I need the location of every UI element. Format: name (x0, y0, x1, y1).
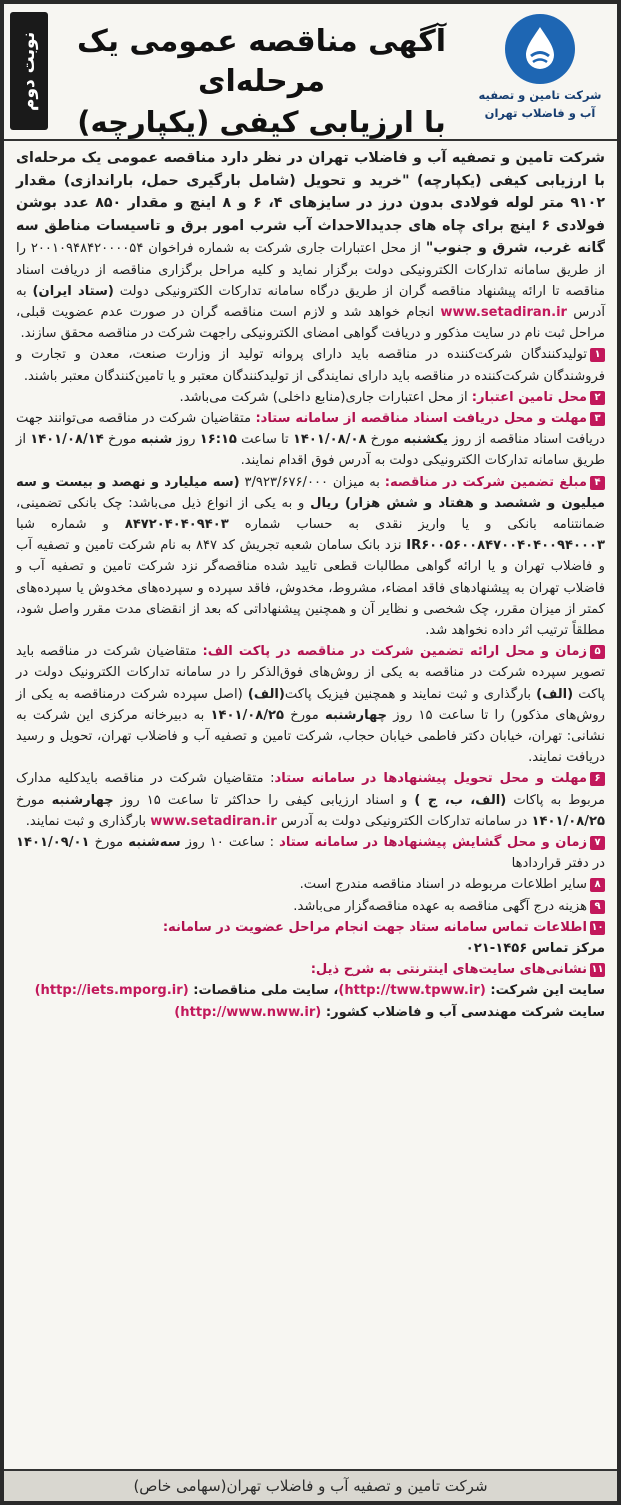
pack-label: (الف) (536, 686, 574, 702)
section-11 (16, 959, 605, 980)
section-text: مورخ (284, 707, 326, 723)
section-text: به دبیرخانه مرکزی این شرکت به نشانی: تهران، خیابان دکتر فاطمی خیابان حجاب، شرکت تامین و تصفیه آب و فاضلاب تهران، تحویل و رسید دریافت نمایند. (16, 707, 605, 766)
company-site-label: سایت این شرکت: (485, 983, 605, 999)
end-time: ۱۶:۱۵ (199, 432, 237, 448)
end-day: شنبه (140, 432, 173, 448)
opening-day: سه‌شنبه (128, 834, 181, 850)
section-text: از طریق سامانه تدارکات الکترونیکی دولت به آدرس فوق اقدام نمایند. (16, 432, 605, 469)
section-9 (16, 896, 605, 917)
publication-round-tag: نوبت دوم (10, 12, 48, 130)
section-number: ۲ (590, 391, 605, 405)
company-logo (471, 14, 609, 120)
setad-link[interactable]: www.setadiran.ir (150, 813, 277, 829)
section-number: ۱۰ (591, 921, 604, 933)
setad-name: (ستاد ایران) (32, 283, 114, 299)
section-text: بارگذاری و ثبت نمایند و همچنین فیزیک پاکت (284, 686, 537, 702)
pack-label: (الف) (247, 686, 285, 702)
section-text: : ساعت ۱۰ روز (180, 834, 280, 850)
logo-company-name-2: آب و فاضلاب تهران (484, 106, 596, 120)
section-text: روز (172, 432, 200, 448)
section-4 (16, 472, 605, 642)
section-heading: مبلغ تضمین شرکت در مناقصه: (384, 474, 587, 490)
section-text: مورخ (16, 792, 52, 808)
setad-link[interactable]: www.setadiran.ir (440, 304, 568, 320)
section-text: در دفتر قراردادها (511, 856, 605, 872)
section-text: مورخ (89, 834, 129, 850)
section-heading: زمان و محل گشایش پیشنهادها در سامانه ستاد (279, 834, 588, 850)
notice-body (4, 141, 617, 1023)
section-text: مورخ (366, 432, 404, 448)
guarantee-amount-words: (سه میلیارد و نهصد و بیست و سه میلیون و ششصد و هفتاد و شش هزار) ریال (16, 474, 605, 511)
section-number: ۶ (590, 772, 605, 786)
section-heading: مهلت و محل تحویل پیشنهادها در سامانه ستاد (274, 771, 587, 787)
title-line-1: آگهی مناقصه عمومی یک مرحله‌ای (76, 24, 447, 99)
section-7 (16, 832, 605, 874)
websites-line-1 (16, 980, 605, 1001)
national-tender-site-label: ، سایت ملی مناقصات: (188, 983, 339, 999)
intro-body-b: به آدرس (16, 283, 606, 320)
section-text: متقاضیان شرکت در مناقصه می‌توانند جهت دریافت اسناد مناقصه از روز (16, 410, 605, 448)
section-text: از محل اعتبارات جاری(منابع داخلی) شرکت می‌باشد. (179, 389, 472, 405)
water-drop-logo-icon (505, 14, 575, 84)
section-6 (16, 768, 605, 832)
section-8 (16, 874, 605, 895)
start-date: ۱۴۰۱/۰۸/۰۸ (292, 432, 367, 448)
section-number: ۸ (590, 878, 605, 892)
section-number: ۹ (590, 900, 605, 914)
intro-paragraph (16, 147, 605, 344)
section-5 (16, 641, 605, 768)
section-1 (16, 344, 605, 386)
section-text: سایر اطلاعات مربوطه در اسناد مناقصه مندرج است. (299, 877, 587, 893)
national-tender-site-link[interactable]: (http://iets.mporg.ir) (34, 983, 189, 999)
section-3 (16, 408, 605, 472)
intro-body-a: از محل اعتبارات جاری شرکت به شماره فراخوان ۲۰۰۱۰۹۴۸۴۲۰۰۰۰۵۴ را از طریق سامانه تدارکات الکترونیکی دولت برگزار نماید و کلیه مراحل برگزاری مناقصه از دریافت اسناد مناقصه تا ارائه پیشنهاد مناقصه گران از طریق درگاه سامانه تدارکات الکترونیکی دولت (16, 241, 605, 299)
section-heading: اطلاعات تماس سامانه ستاد جهت انجام مراحل عضویت در سامانه: (162, 919, 587, 935)
deadline-date: ۱۴۰۱/۰۸/۲۵ (531, 813, 605, 829)
title-line-2: با ارزیابی کیفی (یکپارچه) (77, 105, 446, 139)
section-text: به میزان ۳/۹۲۳/۶۷۶/۰۰۰ (239, 474, 385, 490)
section-text: نزد بانک سامان شعبه تجریش کد ۸۴۷ به نام شرکت تامین و تصفیه آب و فاضلاب تهران و یا ارائه گواهی مطالبات قطعی تایید شده مناقصه‌گر نزد شرکت تامین و تصفیه آب و فاضلاب تهران به پیشنهادهای فاقد امضاء، مشروط، مخدوش، فاقد سپرده و سپرده‌های مخدوش یا سپرده‌های کمتر از میزان مقرر، چک شخصی و نظایر آن و همچنین پیشنهاداتی که بعد از انقضای مدت مقرر واصل شود، مطلقاً ترتیب اثر داده نخواهد شد. (16, 538, 605, 638)
section-text: و به یکی از انواع ذیل می‌باشد: چک بانکی تضمینی، ضمانتنامه بانکی و یا واریز نقدی به حساب شماره (16, 495, 605, 532)
section-text: و اسناد ارزیابی کیفی را حداکثر تا ساعت ۱۵ روز (113, 792, 415, 808)
nww-site-label: سایت شرکت مهندسی آب و فاضلاب کشور: (321, 1004, 605, 1020)
section-number: ۳ (590, 412, 605, 426)
websites-line-2 (16, 1002, 605, 1023)
sheba-number: IR۶۰۰۵۶۰۰۸۴۷۰۰۴۰۴۰۰۹۴۰۰۰۳ (406, 538, 605, 554)
section-text: تا ساعت (236, 432, 293, 448)
section-number: ۱ (590, 348, 605, 362)
section-text: بارگذاری و ثبت نمایند. (25, 813, 151, 829)
section-text: مورخ (103, 432, 141, 448)
packs-label: (الف، ب، ج ) (414, 792, 507, 808)
deadline-day: چهارشنبه (325, 707, 388, 723)
section-number: ۵ (590, 645, 605, 659)
section-heading: محل تامین اعتبار: (471, 389, 587, 405)
section-heading: زمان و محل ارائه تضمین شرکت در مناقصه در پاکت الف: (202, 644, 587, 660)
intro-body-c: انجام خواهد شد و لازم است مناقصه گران در صورت عدم عضویت قبلی، مراحل ثبت نام در سایت مذکور و دریافت گواهی امضای الکترونیکی راجهت شرکت در مناقصه محقق سازند. (16, 304, 605, 342)
nww-site-link[interactable]: (http://www.nww.ir) (174, 1004, 322, 1020)
opening-date: ۱۴۰۱/۰۹/۰۱ (16, 834, 90, 850)
logo-company-name-1: شرکت تامین و تصفیه (478, 88, 602, 102)
end-date: ۱۴۰۱/۰۸/۱۴ (30, 432, 104, 448)
section-text: (اصل سپرده شرکت درمناقصه به یکی از روش‌های مذکور) را تا ساعت ۱۵ روز (16, 686, 605, 723)
footer-company-name: شرکت تامین و تصفیه آب و فاضلاب تهران(سهامی خاص) (4, 1469, 617, 1501)
company-site-link[interactable]: (http://tww.tpww.ir) (338, 983, 486, 999)
section-text: و شماره شبا (16, 516, 125, 532)
section-text: هزینه درج آگهی مناقصه به عهده مناقصه‌گزار می‌باشد. (293, 898, 587, 914)
section-heading: مهلت و محل دریافت اسناد مناقصه از سامانه ستاد: (255, 410, 588, 426)
section-number: ۱۱ (591, 964, 604, 976)
section-number: ۷ (590, 836, 605, 850)
section-10 (16, 917, 605, 938)
account-number: ۸۴۷۲۰۴۰۴۰۹۴۰۳ (124, 516, 229, 532)
section-text: : متقاضیان شرکت در مناقصه بایدکلیه مدارک مربوط به پاکات (16, 771, 606, 808)
section-text: متقاضیان شرکت در مناقصه باید تصویر سپرده شرکت در مناقصه به یکی از روش‌های فوق‌الذکر را در سامانه تدارکات الکترونیک دولت در پاکت (16, 644, 605, 702)
section-text: در سامانه تدارکات الکترونیکی دولت به آدرس (276, 813, 532, 829)
contact-center: مرکز تماس ۱۴۵۶-۰۲۱ (465, 941, 605, 956)
deadline-day: چهارشنبه (51, 792, 114, 808)
intro-lead: شرکت تامین و تصفیه آب و فاضلاب تهران در نظر دارد مناقصه عمومی یک مرحله‌ای با ارزیابی کیفی (یکپارچه) "خرید و تحویل (شامل بارگیری حمل، باراندازی) مقدار ۹۱۰۲ متر لوله فولادی بدون درز در سایزهای ۴، ۶ و ۸ اینچ و مقدار ۸۵۰ عدد بوشن فولادی ۶ اینچ برای چاه های جدیدالاحداث آب شرب امور برق و تاسیسات مناطق سه گانه غرب، شرق و جنوب" (16, 150, 605, 256)
section-text: تولیدکنندگان شرکت‌کننده در مناقصه باید دارای پروانه تولید از وزارت صنعت، معدن و تجارت و فروشندگان شرکت‌کننده در مناقصه باید دارای نمایندگی از تولیدکنندگان معتبر و یا تامین‌کنندگان معتبر باشند. (16, 347, 605, 384)
section-2 (16, 387, 605, 408)
deadline-date: ۱۴۰۱/۰۸/۲۵ (210, 707, 285, 723)
notice-title (56, 22, 467, 142)
start-day: یکشنبه (403, 432, 448, 448)
notice-header (4, 4, 617, 141)
section-number: ۴ (590, 476, 605, 490)
section-heading: نشانی‌های سایت‌های اینترنتی به شرح ذیل: (310, 962, 587, 978)
